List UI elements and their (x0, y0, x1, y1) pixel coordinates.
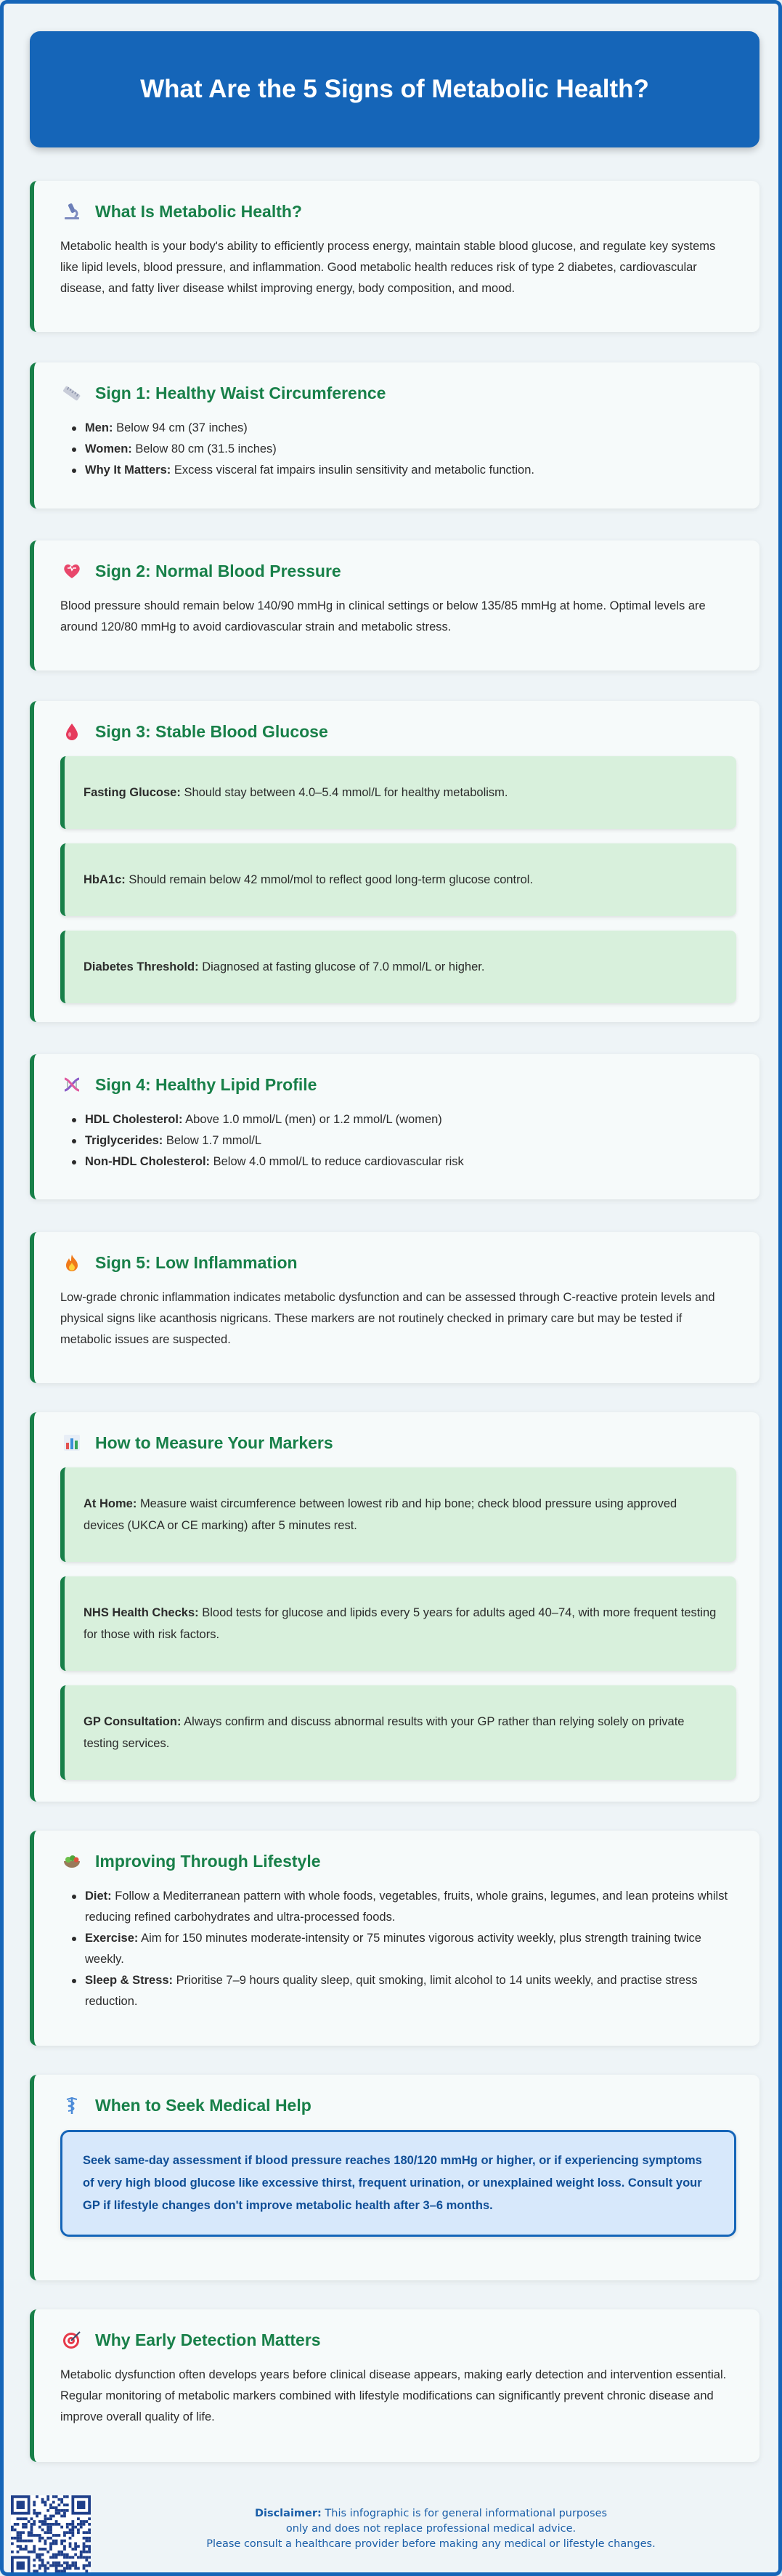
section-title: Sign 1: Healthy Waist Circumference (95, 383, 386, 402)
info-box: GP Consultation: Always confirm and discuss abnormal results with your GP rather than relying solely on private testing services. (60, 1685, 736, 1780)
info-box: NHS Health Checks: Blood tests for glucose and lipids every 5 years for adults aged 40–74, with more frequent testing for those with risk factors. (60, 1576, 736, 1671)
list-item: Men: Below 94 cm (37 inches) (72, 418, 736, 439)
section-early-detection (30, 2309, 759, 2462)
bullet-list (60, 1886, 736, 2012)
section-title-row (60, 1850, 736, 1873)
list-item: Exercise: Aim for 150 minutes moderate-intensity or 75 minutes vigorous activity weekly, plus strength training twice weekly. (72, 1928, 736, 1970)
section-lifestyle (30, 1831, 759, 2046)
section-title: When to Seek Medical Help (95, 2095, 311, 2115)
header-banner (30, 31, 759, 147)
section-sign-5 (30, 1232, 759, 1383)
section-title: Sign 4: Healthy Lipid Profile (95, 1074, 317, 1094)
section-sign-2 (30, 540, 759, 671)
section-title-row (60, 720, 736, 743)
section-title-row (60, 1073, 736, 1096)
section-title: Sign 5: Low Inflammation (95, 1252, 298, 1272)
section-title-row (60, 2328, 736, 2352)
section-title: How to Measure Your Markers (95, 1433, 333, 1452)
section-title: Improving Through Lifestyle (95, 1851, 321, 1871)
info-box: At Home: Measure waist circumference between lowest rib and hip bone; check blood pressure using approved devices (UKCA or CE marking) after 5 minutes rest. (60, 1467, 736, 1562)
section-body: Metabolic dysfunction often develops years before clinical disease appears, making early detection and intervention essential. Regular monitoring of metabolic markers combined with lifestyle modifications can significantly prevent chronic disease and improve overall quality of life. (60, 2368, 727, 2423)
section-title: Sign 3: Stable Blood Glucose (95, 721, 328, 741)
list-item: Women: Below 80 cm (31.5 inches) (72, 439, 736, 460)
info-box: Fasting Glucose: Should stay between 4.0–5.4 mmol/L for healthy metabolism. (60, 756, 736, 829)
list-item: Diet: Follow a Mediterranean pattern with whole foods, vegetables, fruits, whole grains, legumes, and lean proteins whilst reducing refined carbohydrates and ultra-processed foods. (72, 1886, 736, 1928)
section-sign-1 (30, 362, 759, 509)
section-title-row (60, 2094, 736, 2117)
medical-symbol-icon (60, 2094, 84, 2117)
page-title: What Are the 5 Signs of Metabolic Health? (140, 75, 649, 103)
dna-icon (60, 1073, 84, 1096)
blood-drop-icon (60, 720, 84, 743)
heart-icon (60, 559, 84, 583)
bar-chart-icon (60, 1431, 84, 1454)
fire-icon (60, 1251, 84, 1274)
section-title-row (60, 1431, 736, 1454)
section-sign-3 (30, 701, 759, 1022)
section-title-row (60, 200, 736, 223)
section-seek-help (30, 2075, 759, 2280)
section-title-row (60, 1251, 736, 1274)
list-item: Triglycerides: Below 1.7 mmol/L (72, 1130, 736, 1151)
bullet-list (60, 1109, 736, 1172)
section-sign-4 (30, 1054, 759, 1199)
section-title: Why Early Detection Matters (95, 2330, 321, 2349)
microscope-icon (60, 200, 84, 223)
target-icon (60, 2328, 84, 2352)
salad-bowl-icon (60, 1850, 84, 1873)
list-item: Why It Matters: Excess visceral fat impairs insulin sensitivity and metabolic function. (72, 460, 736, 481)
section-body: Low-grade chronic inflammation indicates metabolic dysfunction and can be assessed through C-reactive protein levels and physical signs like acanthosis nigricans. These markers are not routinely checked in primary care but may be tested if metabolic issues are suspected. (60, 1291, 715, 1346)
section-title: Sign 2: Normal Blood Pressure (95, 561, 341, 580)
section-what-is (30, 181, 759, 332)
info-box: Diabetes Threshold: Diagnosed at fasting glucose of 7.0 mmol/L or higher. (60, 931, 736, 1003)
bullet-list (60, 418, 736, 481)
list-item: HDL Cholesterol: Above 1.0 mmol/L (men) or 1.2 mmol/L (women) (72, 1109, 736, 1130)
section-title-row (60, 381, 736, 405)
section-title-row (60, 559, 736, 583)
alert-box (60, 2130, 736, 2237)
section-title: What Is Metabolic Health? (95, 201, 302, 221)
list-item: Non-HDL Cholesterol: Below 4.0 mmol/L to reduce cardiovascular risk (72, 1151, 736, 1172)
section-body: Blood pressure should remain below 140/90 mmHg in clinical settings or below 135/85 mmHg at home. Optimal levels are around 120/80 mmHg to avoid cardiovascular strain and metabolic stress. (60, 599, 706, 633)
info-box: HbA1c: Should remain below 42 mmol/mol to reflect good long-term glucose control. (60, 843, 736, 916)
section-measure (30, 1412, 759, 1802)
tape-measure-icon (60, 381, 84, 405)
qr-code-icon (11, 2495, 91, 2575)
alert-text: Seek same-day assessment if blood pressure reaches 180/120 mmHg or higher, or if experiencing symptoms of very high blood glucose like excessive thirst, frequent urination, or unexplained weight loss. Consult your GP if lifestyle changes don't improve metabolic health after 3–6 months. (83, 2154, 702, 2212)
list-item: Sleep & Stress: Prioritise 7–9 hours quality sleep, quit smoking, limit alcohol to 14 units weekly, and practise stress reduction. (72, 1970, 736, 2012)
section-body: Metabolic health is your body's ability to efficiently process energy, maintain stable blood glucose, and regulate key systems like lipid levels, blood pressure, and inflammation. Good metabolic health reduces risk of type 2 diabetes, cardiovascular disease, and fatty liver disease whilst improving energy, body composition, and mood. (60, 240, 716, 295)
disclaimer: Disclaimer: This infographic is for general informational purposes only and does not replace professional medical advice. Please consult a healthcare provider before making any medical or lifestyle changes. (206, 2508, 656, 2550)
